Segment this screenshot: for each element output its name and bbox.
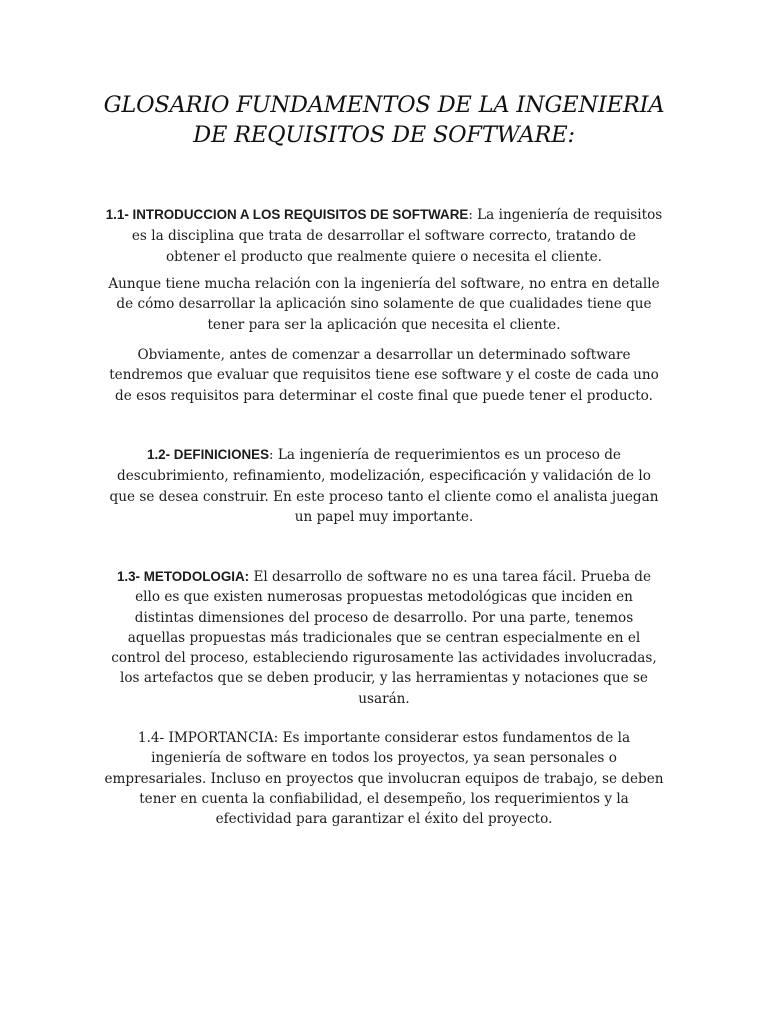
section-heading-definiciones: 1.2- DEFINICIONES: bbox=[147, 447, 274, 463]
section-heading-introduccion: 1.1- INTRODUCCION A LOS REQUISITOS DE SOFTWARE: bbox=[105, 207, 473, 223]
paragraph-requisitos-coste: Obviamente, antes de comenzar a desarrollar un determinado software tendremos que evaluar que requisitos tiene ese software y el coste de cada uno de esos requisitos para determinar el coste final que puede tener el producto. bbox=[109, 347, 659, 404]
document-title-line-2: DE REQUISITOS DE SOFTWARE: bbox=[193, 122, 575, 148]
section-text-definiciones: La ingeniería de requerimientos es un proceso de descubrimiento, refinamiento, modelización, especificación y validación de lo que se desea construir. En este proceso tanto el cliente como el analista juegan un papel muy importante. bbox=[109, 447, 659, 525]
section-importancia bbox=[104, 728, 664, 829]
section-heading-metodologia: 1.3- METODOLOGIA: bbox=[116, 569, 250, 584]
section-metodologia bbox=[104, 567, 664, 709]
section-introduccion bbox=[104, 205, 664, 267]
section-text-importancia: Es importante considerar estos fundamentos de la ingeniería de software en todos los proyectos, ya sean personales o empresariales. Incluso en proyectos que involucran equipos de trabajo, se deben tener en cuenta la confiabilidad, el desempeño, los requerimientos y la efectividad para garantizar el éxito del proyecto. bbox=[104, 730, 664, 828]
document-title-line-1: GLOSARIO FUNDAMENTOS DE LA INGENIERIA bbox=[103, 92, 665, 118]
section-text-introduccion: La ingeniería de requisitos es la disciplina que trata de desarrollar el software correcto, tratando de obtener el producto que realmente quiere o necesita el cliente. bbox=[131, 207, 663, 265]
section-heading-importancia: 1.4- IMPORTANCIA: bbox=[137, 730, 279, 746]
section-definiciones bbox=[104, 445, 664, 527]
paragraph-relacion: Aunque tiene mucha relación con la ingeniería del software, no entra en detalle de cómo desarrollar la aplicación sino solamente de que cualidades tiene que tener para ser la aplicación que necesita el cliente. bbox=[108, 276, 660, 333]
section-text-metodologia: El desarrollo de software no es una tarea fácil. Prueba de ello es que existen numerosas propuestas metodológicas que inciden en distintas dimensiones del proceso de desarrollo. Por una parte, tenemos aquellas propuestas más tradicionales que se centran especialmente en el control del proceso, estableciendo rigurosamente las actividades involucradas, los artefactos que se deben producir, y las herramientas y notaciones que se usarán. bbox=[111, 569, 657, 707]
document-title bbox=[60, 90, 708, 150]
